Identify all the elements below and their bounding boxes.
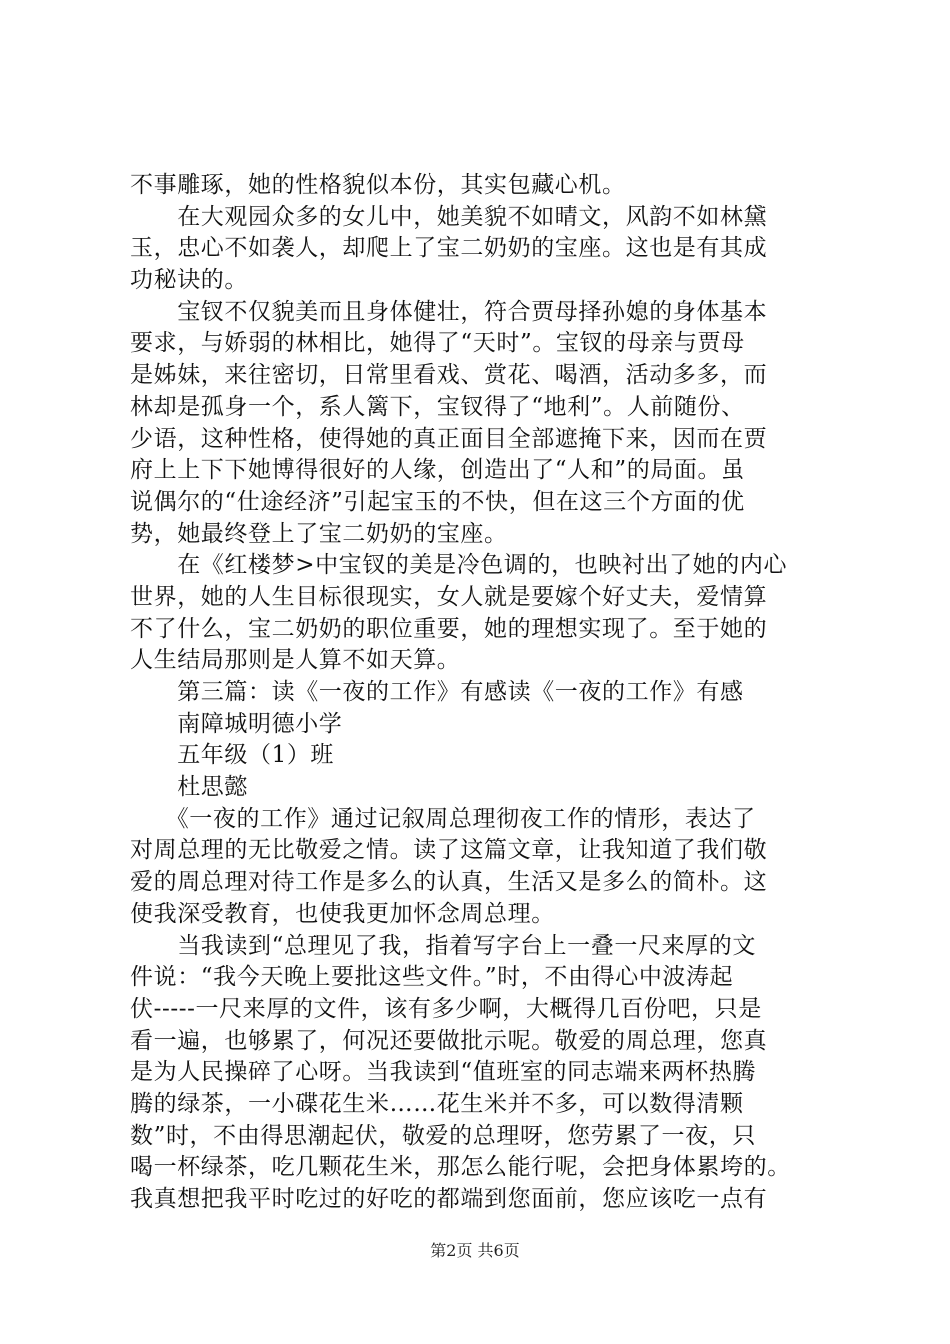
page-number-footer: 第2页 共6页: [430, 1241, 520, 1260]
section-heading: 第三篇：读《一夜的工作》有感读《一夜的工作》有感: [130, 679, 744, 705]
text-line: 世界，她的人生目标很现实，女人就是要嫁个好丈夫，爱情算: [130, 583, 768, 610]
text-line: 不了什么，宝二奶奶的职位重要，她的理想实现了。至于她的: [130, 615, 768, 642]
author-class: 五年级（1）班: [130, 742, 335, 769]
text-line: 林却是孤身一个，系人篱下，宝钗得了“地利”。人前随份、: [130, 393, 745, 420]
text-line: 是姊妹，来往密切，日常里看戏、赏花、喝酒，活动多多，而: [130, 362, 768, 389]
text-line: 人生结局那则是人算不如天算。: [130, 647, 461, 674]
text-line: 件说：“我今天晚上要批这些文件。”时，不由得心中波涛起: [130, 964, 734, 991]
text-line: 对周总理的无比敬爱之情。读了这篇文章，让我知道了我们敬: [130, 837, 768, 864]
document-body: [130, 170, 850, 1216]
text-line: 是为人民操碎了心呀。当我读到“值班室的同志端来两杯热腾: [130, 1059, 756, 1086]
text-line: 《一夜的工作》通过记叙周总理彻夜工作的情形，表达了: [130, 805, 756, 832]
text-line: 要求，与娇弱的林相比，她得了“天时”。宝钗的母亲与贾母: [130, 330, 745, 357]
text-line: 当我读到“总理见了我，指着写字台上一叠一尺来厚的文: [130, 932, 756, 959]
text-line: 府上上下下她博得很好的人缘，创造出了“人和”的局面。虽: [130, 457, 745, 484]
text-line: 在《红楼梦>中宝钗的美是冷色调的，也映衬出了她的内心: [130, 552, 788, 579]
text-line: 说偶尔的“仕途经济”引起宝玉的不快，但在这三个方面的优: [130, 488, 745, 515]
text-line: 不事雕琢，她的性格貌似本份，其实包藏心机。: [130, 172, 626, 198]
text-line: 数”时，不由得思潮起伏，敬爱的总理呀，您劳累了一夜，只: [130, 1122, 756, 1149]
text-line: 使我深受教育，也使我更加怀念周总理。: [130, 900, 555, 927]
text-line: 少语，这种性格，使得她的真正面目全部遮掩下来，因而在贾: [130, 425, 768, 452]
text-line: 看一遍，也够累了，何况还要做批示呢。敬爱的周总理，您真: [130, 1027, 768, 1054]
text-line: 宝钗不仅貌美而且身体健壮，符合贾母择孙媳的身体基本: [130, 298, 768, 325]
text-line: 爱的周总理对待工作是多么的认真，生活又是多么的简朴。这: [130, 869, 768, 896]
text-line: 玉，忠心不如袭人，却爬上了宝二奶奶的宝座。这也是有其成: [130, 235, 768, 262]
text-line: 喝一杯绿茶，吃几颗花生米，那怎么能行呢，会把身体累垮的。: [130, 1154, 791, 1181]
text-line: 腾的绿茶，一小碟花生米……花生米并不多，可以数得清颗: [130, 1090, 744, 1117]
author-school: 南障城明德小学: [130, 710, 343, 737]
text-line: 在大观园众多的女儿中，她美貌不如晴文，风韵不如林黛: [130, 203, 768, 230]
text-line: 功秘诀的。: [130, 267, 248, 294]
text-line: 伏-----一尺来厚的文件，该有多少啊，大概得几百份吧，只是: [130, 995, 762, 1022]
author-name: 杜思懿: [130, 774, 248, 801]
text-line: 我真想把我平时吃过的好吃的都端到您面前，您应该吃一点有: [130, 1186, 768, 1212]
text-line: 势，她最终登上了宝二奶奶的宝座。: [130, 520, 508, 547]
